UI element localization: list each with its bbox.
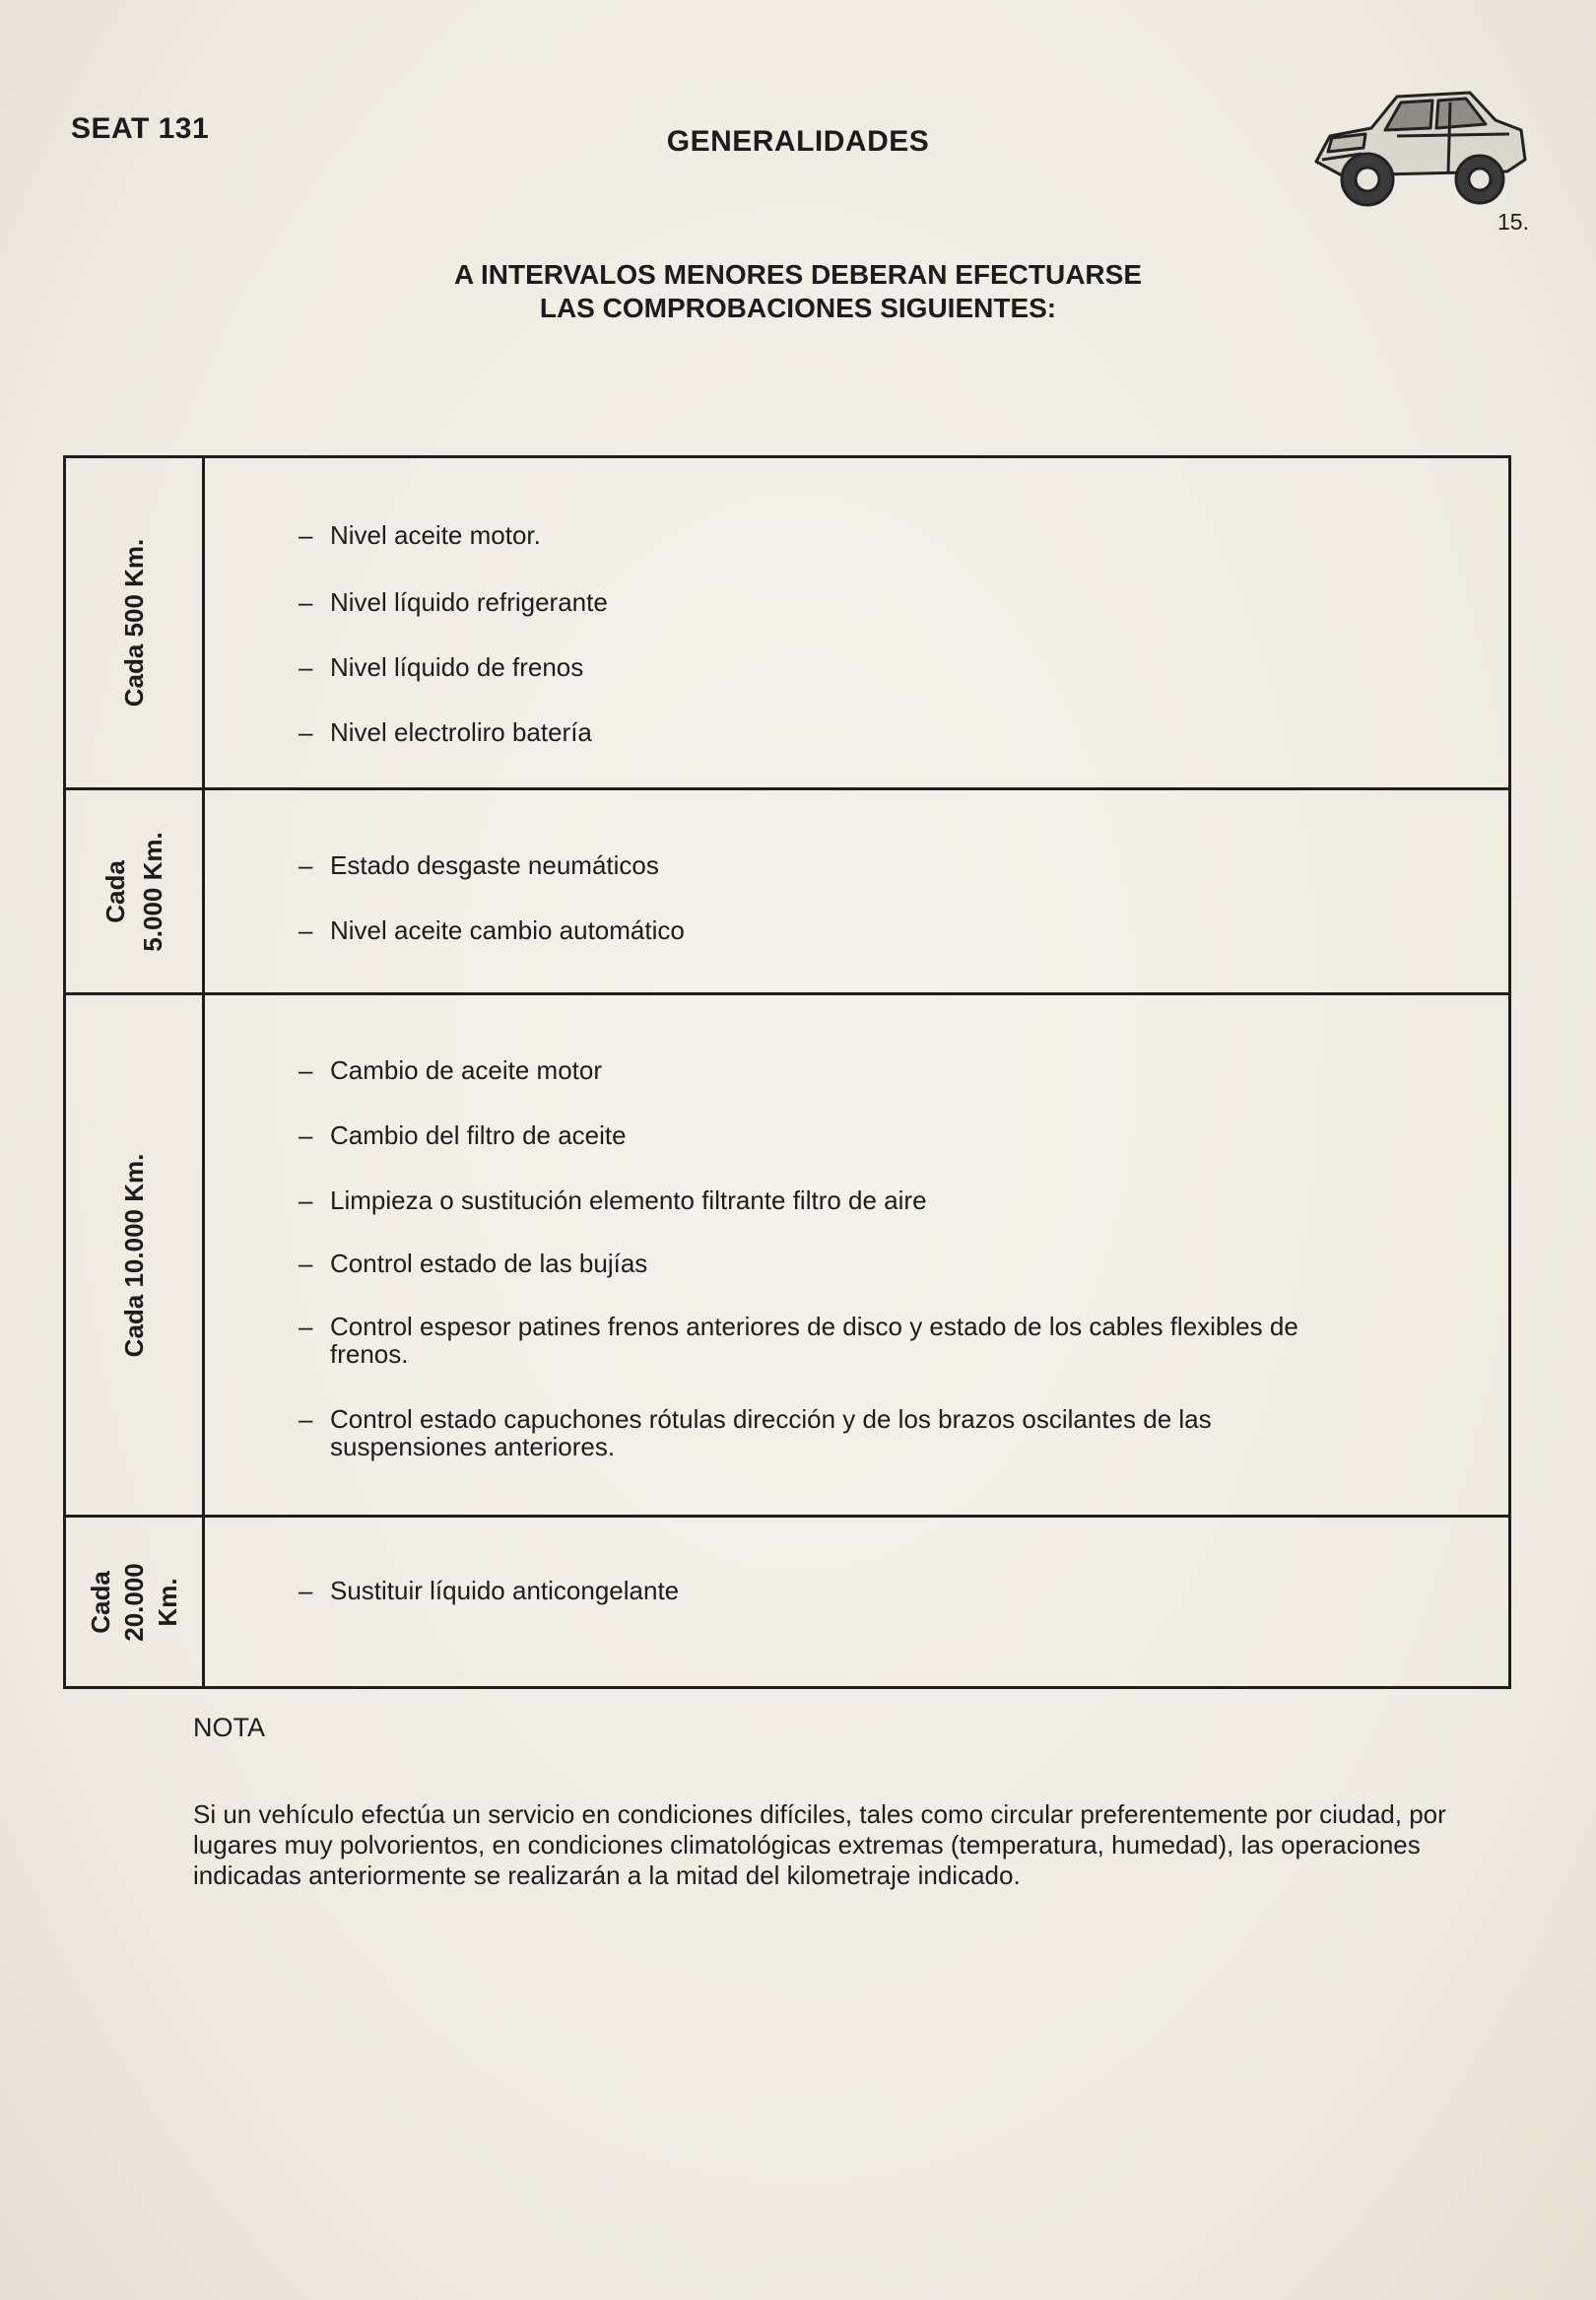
checks-heading-line-1: A INTERVALOS MENORES DEBERAN EFECTUARSE	[454, 259, 1142, 290]
page-number: 15.	[1497, 209, 1529, 235]
note-text: Si un vehículo efectúa un servicio en condiciones difíciles, tales como circular preferentemente por ciudad, por lugares muy polvorientos, en condiciones climatológicas extremas (temperatura, humedad), las operaciones indicadas anteriormente se realizarán a la mitad del kilometraje indicado.	[193, 1799, 1446, 1890]
check-item: – Cambio del filtro de aceite	[299, 1120, 627, 1150]
check-list	[202, 995, 1508, 1515]
check-item: – Control espesor patines frenos anteriores de disco y estado de los cables flexibles de frenos.	[299, 1312, 1298, 1369]
schedule-section-5000km	[66, 790, 1508, 995]
check-item: – Nivel aceite motor.	[299, 520, 541, 550]
interval-label: Cada 20.000 Km.	[86, 1562, 182, 1642]
check-item: – Nivel electroliro batería	[299, 717, 592, 747]
check-list	[202, 1518, 1508, 1686]
interval-label: Cada 500 Km.	[119, 538, 149, 708]
interval-label: Cada 10.000 Km.	[119, 1153, 149, 1357]
car-illustration-icon	[1302, 77, 1535, 217]
check-list	[202, 458, 1508, 787]
check-item: – Control estado capuchones rótulas dirección y de los brazos oscilantes de las suspensiones anteriores.	[299, 1404, 1212, 1461]
checks-heading	[296, 258, 1300, 325]
interval-label-cell	[66, 790, 205, 992]
check-item: – Limpieza o sustitución elemento filtrante filtro de aire	[299, 1185, 927, 1215]
check-item: – Estado desgaste neumáticos	[299, 850, 659, 880]
check-item: – Cambio de aceite motor	[299, 1055, 603, 1085]
check-list	[202, 790, 1508, 992]
section-title: GENERALIDADES	[666, 125, 930, 158]
schedule-section-20000km	[66, 1518, 1508, 1686]
schedule-section-10000km	[66, 995, 1508, 1518]
note-title: NOTA	[193, 1713, 265, 1742]
interval-label-cell	[66, 458, 205, 787]
interval-label: Cada 5.000 Km.	[100, 831, 167, 952]
manual-title: SEAT 131	[71, 112, 210, 145]
checks-heading-line-2: LAS COMPROBACIONES SIGUIENTES:	[539, 293, 1057, 323]
interval-label-cell	[66, 995, 205, 1515]
maintenance-schedule-table	[63, 455, 1511, 1689]
check-item: – Control estado de las bujías	[299, 1249, 648, 1278]
check-item: – Nivel líquido refrigerante	[299, 587, 608, 617]
schedule-section-500km	[66, 458, 1508, 790]
check-item: – Nivel aceite cambio automático	[299, 915, 685, 945]
interval-label-cell	[66, 1518, 205, 1686]
check-item: – Nivel líquido de frenos	[299, 652, 584, 682]
check-item: – Sustituir líquido anticongelante	[299, 1576, 680, 1605]
